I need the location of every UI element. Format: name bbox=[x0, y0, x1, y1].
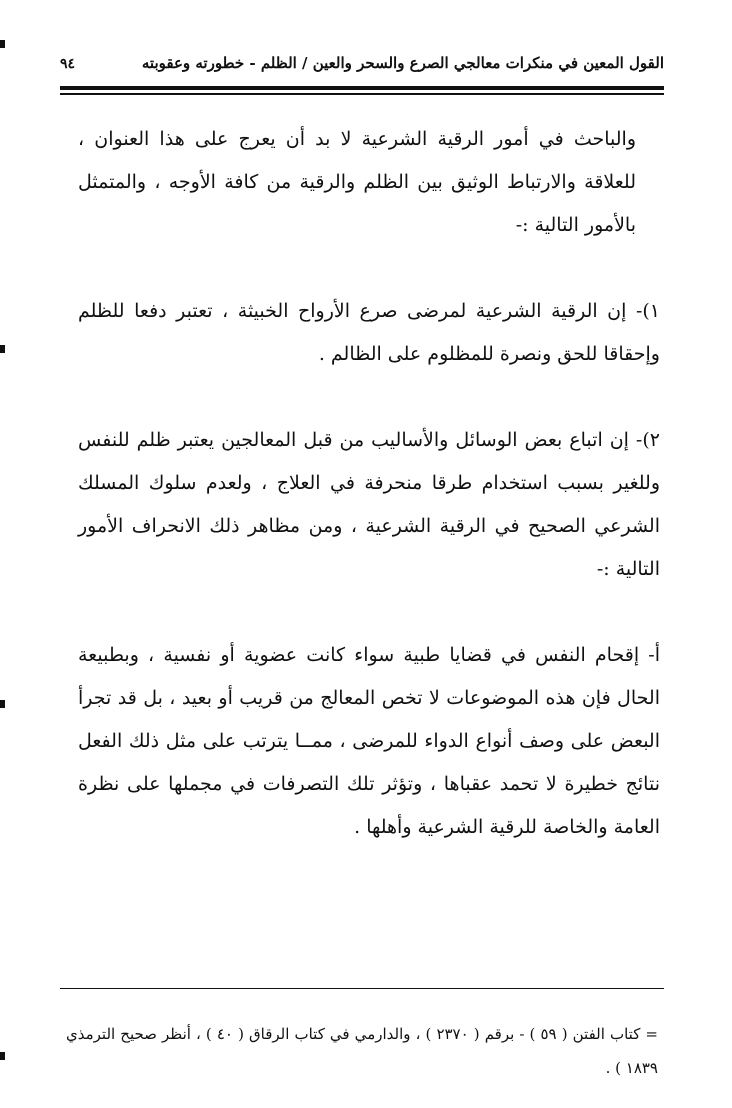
scan-margin-mark bbox=[0, 700, 5, 708]
scan-margin-mark bbox=[0, 345, 5, 353]
item-2a-paragraph: أ- إقحام النفس في قضايا طبية سواء كانت عضوية أو نفسية ، وبطبيعة الحال فإن هذه الموضوعات لا تخص المعالج من قريب أو بعيد ، بل قد تجرأ البعض على وصف أنواع الدواء للمرضى ، ممــا يترتب على مثل ذلك الفعل نتائج خطيرة لا تحمد عقباها ، وتؤثر تلك التصرفات في مجملها على نظرة العامة والخاصة للرقية الشرعية وأهلها . bbox=[78, 644, 660, 838]
header-title: القول المعين في منكرات معالجي الصرع والسحر والعين / الظلم - خطورته وعقوبته bbox=[141, 54, 664, 72]
paragraph-gap bbox=[78, 247, 660, 290]
footnote-rule bbox=[60, 988, 664, 989]
running-header bbox=[60, 50, 664, 80]
scan-margin-mark bbox=[0, 40, 5, 48]
scan-margin-mark bbox=[0, 1052, 5, 1060]
page-number: ٩٤ bbox=[60, 56, 76, 72]
footnote-text: = كتاب الفتن ( ٥٩ ) - برقم ( ٢٣٧٠ ) ، والدارمي في كتاب الرقاق ( ٤٠ ) ، أنظر صحيح الترمذي ١٨٣٩ ) . bbox=[66, 1025, 658, 1077]
paragraph-gap bbox=[78, 591, 660, 634]
header-rule-thin bbox=[60, 93, 664, 95]
header-rule-thick bbox=[60, 86, 664, 90]
item-2-paragraph: ٢)- إن اتباع بعض الوسائل والأساليب من قبل المعالجين يعتبر ظلم للنفس وللغير بسبب استخدام طرقا منحرفة في العلاج ، ولعدم سلوك المسلك الشرعي الصحيح في الرقية الشرعية ، ومن مظاهر ذلك الانحراف الأمور التالية :- bbox=[78, 429, 660, 580]
intro-paragraph: والباحث في أمور الرقية الشرعية لا بد أن يعرج على هذا العنوان ، للعلاقة والارتباط الوثيق بين الظلم والرقية من كافة الأوجه ، والمتمثل بالأمور التالية :- bbox=[78, 128, 636, 236]
item-1-paragraph: ١)- إن الرقية الشرعية لمرضى صرع الأرواح الخبيثة ، تعتبر دفعا للظلم وإحقاقا للحق ونصرة للمظلوم على الظالم . bbox=[78, 300, 660, 365]
paragraph-gap bbox=[78, 376, 660, 419]
body-text bbox=[78, 118, 660, 849]
